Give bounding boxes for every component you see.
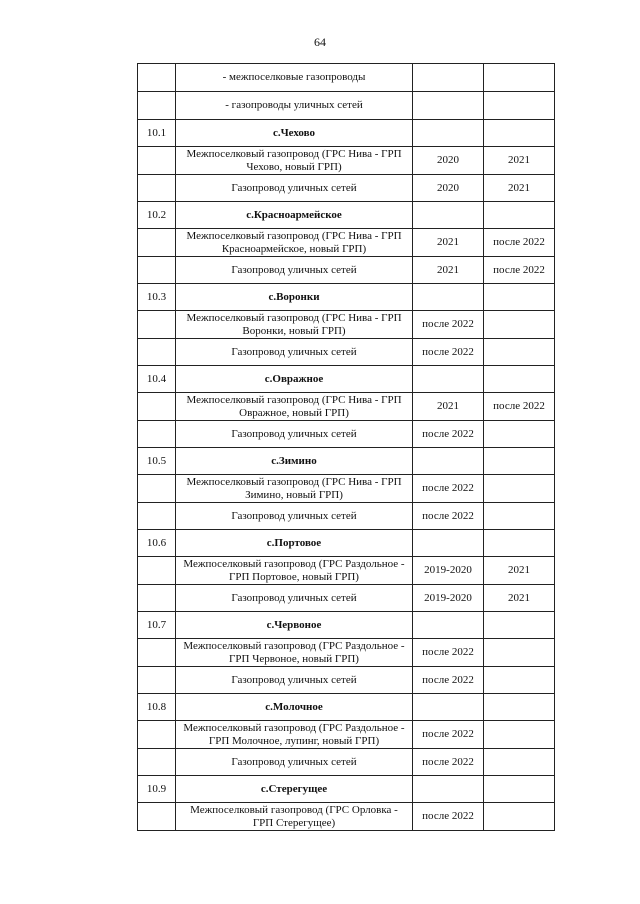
start-year-cell: 2021 — [413, 229, 484, 257]
table-row — [138, 64, 555, 92]
start-year-cell — [413, 64, 484, 92]
start-year-cell: 2020 — [413, 147, 484, 175]
gas-pipeline-schedule-table — [137, 63, 555, 831]
end-year-cell — [484, 64, 555, 92]
start-year-cell: после 2022 — [413, 803, 484, 831]
item-name-cell: с.Красноармейское — [176, 202, 413, 229]
item-name-cell: Газопровод уличных сетей — [176, 339, 413, 366]
table-row — [138, 749, 555, 776]
item-name-cell: Межпоселковый газопровод (ГРС Нива - ГРП Чехово, новый ГРП) — [176, 147, 413, 175]
item-name-cell: Межпоселковый газопровод (ГРС Нива - ГРП Зимино, новый ГРП) — [176, 475, 413, 503]
table-row — [138, 393, 555, 421]
end-year-cell: 2021 — [484, 585, 555, 612]
item-number-cell: 10.4 — [138, 366, 176, 393]
item-number-cell — [138, 639, 176, 667]
end-year-cell — [484, 448, 555, 475]
settlement-row — [138, 612, 555, 639]
end-year-cell — [484, 339, 555, 366]
item-name-cell: с.Зимино — [176, 448, 413, 475]
table-body — [138, 64, 555, 831]
end-year-cell — [484, 284, 555, 311]
start-year-cell — [413, 92, 484, 120]
item-name-cell: Газопровод уличных сетей — [176, 585, 413, 612]
settlement-row — [138, 776, 555, 803]
item-name-cell: Газопровод уличных сетей — [176, 667, 413, 694]
end-year-cell — [484, 667, 555, 694]
start-year-cell — [413, 776, 484, 803]
start-year-cell: после 2022 — [413, 667, 484, 694]
end-year-cell — [484, 749, 555, 776]
item-name-cell: Межпоселковый газопровод (ГРС Раздольное - ГРП Портовое, новый ГРП) — [176, 557, 413, 585]
table-row — [138, 721, 555, 749]
start-year-cell: после 2022 — [413, 749, 484, 776]
end-year-cell — [484, 776, 555, 803]
start-year-cell: после 2022 — [413, 421, 484, 448]
item-name-cell: Газопровод уличных сетей — [176, 257, 413, 284]
end-year-cell — [484, 503, 555, 530]
item-number-cell — [138, 421, 176, 448]
settlement-row — [138, 202, 555, 229]
end-year-cell: 2021 — [484, 557, 555, 585]
item-name-cell: с.Червоное — [176, 612, 413, 639]
table-row — [138, 475, 555, 503]
end-year-cell — [484, 803, 555, 831]
start-year-cell: после 2022 — [413, 639, 484, 667]
start-year-cell — [413, 120, 484, 147]
table-row — [138, 339, 555, 366]
end-year-cell: 2021 — [484, 147, 555, 175]
end-year-cell — [484, 694, 555, 721]
settlement-row — [138, 448, 555, 475]
item-name-cell: Газопровод уличных сетей — [176, 175, 413, 202]
table-row — [138, 585, 555, 612]
end-year-cell: после 2022 — [484, 257, 555, 284]
end-year-cell — [484, 612, 555, 639]
item-number-cell — [138, 92, 176, 120]
start-year-cell — [413, 284, 484, 311]
table-row — [138, 503, 555, 530]
start-year-cell — [413, 694, 484, 721]
table-row — [138, 667, 555, 694]
item-number-cell — [138, 721, 176, 749]
item-number-cell — [138, 393, 176, 421]
end-year-cell — [484, 120, 555, 147]
settlement-row — [138, 530, 555, 557]
start-year-cell — [413, 202, 484, 229]
end-year-cell — [484, 202, 555, 229]
start-year-cell: после 2022 — [413, 311, 484, 339]
table-row — [138, 229, 555, 257]
item-number-cell — [138, 557, 176, 585]
item-number-cell: 10.3 — [138, 284, 176, 311]
settlement-row — [138, 694, 555, 721]
item-name-cell: Газопровод уличных сетей — [176, 421, 413, 448]
end-year-cell: после 2022 — [484, 229, 555, 257]
end-year-cell — [484, 92, 555, 120]
table-row — [138, 257, 555, 284]
end-year-cell — [484, 475, 555, 503]
item-number-cell: 10.6 — [138, 530, 176, 557]
item-number-cell — [138, 475, 176, 503]
item-number-cell — [138, 339, 176, 366]
settlement-row — [138, 120, 555, 147]
item-name-cell: с.Чехово — [176, 120, 413, 147]
start-year-cell: 2019-2020 — [413, 585, 484, 612]
item-name-cell: Межпоселковый газопровод (ГРС Орловка - ГРП Стерегущее) — [176, 803, 413, 831]
item-name-cell: Межпоселковый газопровод (ГРС Раздольное - ГРП Молочное, лупинг, новый ГРП) — [176, 721, 413, 749]
item-name-cell: с.Молочное — [176, 694, 413, 721]
settlement-row — [138, 284, 555, 311]
item-name-cell: - межпоселковые газопроводы — [176, 64, 413, 92]
item-number-cell — [138, 585, 176, 612]
item-name-cell: с.Стерегущее — [176, 776, 413, 803]
item-name-cell: с.Портовое — [176, 530, 413, 557]
item-number-cell — [138, 749, 176, 776]
end-year-cell: 2021 — [484, 175, 555, 202]
start-year-cell — [413, 448, 484, 475]
table-row — [138, 175, 555, 202]
settlement-row — [138, 366, 555, 393]
start-year-cell: 2021 — [413, 393, 484, 421]
table-row — [138, 803, 555, 831]
end-year-cell — [484, 421, 555, 448]
item-number-cell — [138, 229, 176, 257]
start-year-cell: 2021 — [413, 257, 484, 284]
item-name-cell: Газопровод уличных сетей — [176, 503, 413, 530]
table-row — [138, 147, 555, 175]
table-row — [138, 639, 555, 667]
item-number-cell: 10.7 — [138, 612, 176, 639]
item-name-cell: с.Воронки — [176, 284, 413, 311]
item-number-cell — [138, 311, 176, 339]
end-year-cell — [484, 366, 555, 393]
table-row — [138, 311, 555, 339]
table-row — [138, 421, 555, 448]
item-name-cell: - газопроводы уличных сетей — [176, 92, 413, 120]
item-number-cell — [138, 175, 176, 202]
end-year-cell — [484, 721, 555, 749]
end-year-cell — [484, 639, 555, 667]
start-year-cell — [413, 612, 484, 639]
item-name-cell: с.Овражное — [176, 366, 413, 393]
start-year-cell: 2020 — [413, 175, 484, 202]
item-number-cell: 10.8 — [138, 694, 176, 721]
item-name-cell: Межпоселковый газопровод (ГРС Нива - ГРП Красноармейское, новый ГРП) — [176, 229, 413, 257]
end-year-cell — [484, 311, 555, 339]
item-name-cell: Межпоселковый газопровод (ГРС Нива - ГРП Воронки, новый ГРП) — [176, 311, 413, 339]
end-year-cell: после 2022 — [484, 393, 555, 421]
start-year-cell — [413, 366, 484, 393]
start-year-cell: после 2022 — [413, 475, 484, 503]
item-number-cell: 10.1 — [138, 120, 176, 147]
page-number: 64 — [314, 35, 326, 49]
item-number-cell — [138, 667, 176, 694]
item-name-cell: Межпоселковый газопровод (ГРС Раздольное - ГРП Червоное, новый ГРП) — [176, 639, 413, 667]
table-row — [138, 557, 555, 585]
item-number-cell — [138, 503, 176, 530]
start-year-cell — [413, 530, 484, 557]
item-name-cell: Межпоселковый газопровод (ГРС Нива - ГРП Овражное, новый ГРП) — [176, 393, 413, 421]
item-number-cell: 10.2 — [138, 202, 176, 229]
item-number-cell: 10.5 — [138, 448, 176, 475]
start-year-cell: после 2022 — [413, 339, 484, 366]
end-year-cell — [484, 530, 555, 557]
item-number-cell: 10.9 — [138, 776, 176, 803]
start-year-cell: после 2022 — [413, 721, 484, 749]
table-row — [138, 92, 555, 120]
item-number-cell — [138, 803, 176, 831]
item-number-cell — [138, 64, 176, 92]
item-name-cell: Газопровод уличных сетей — [176, 749, 413, 776]
item-number-cell — [138, 147, 176, 175]
item-number-cell — [138, 257, 176, 284]
start-year-cell: 2019-2020 — [413, 557, 484, 585]
start-year-cell: после 2022 — [413, 503, 484, 530]
